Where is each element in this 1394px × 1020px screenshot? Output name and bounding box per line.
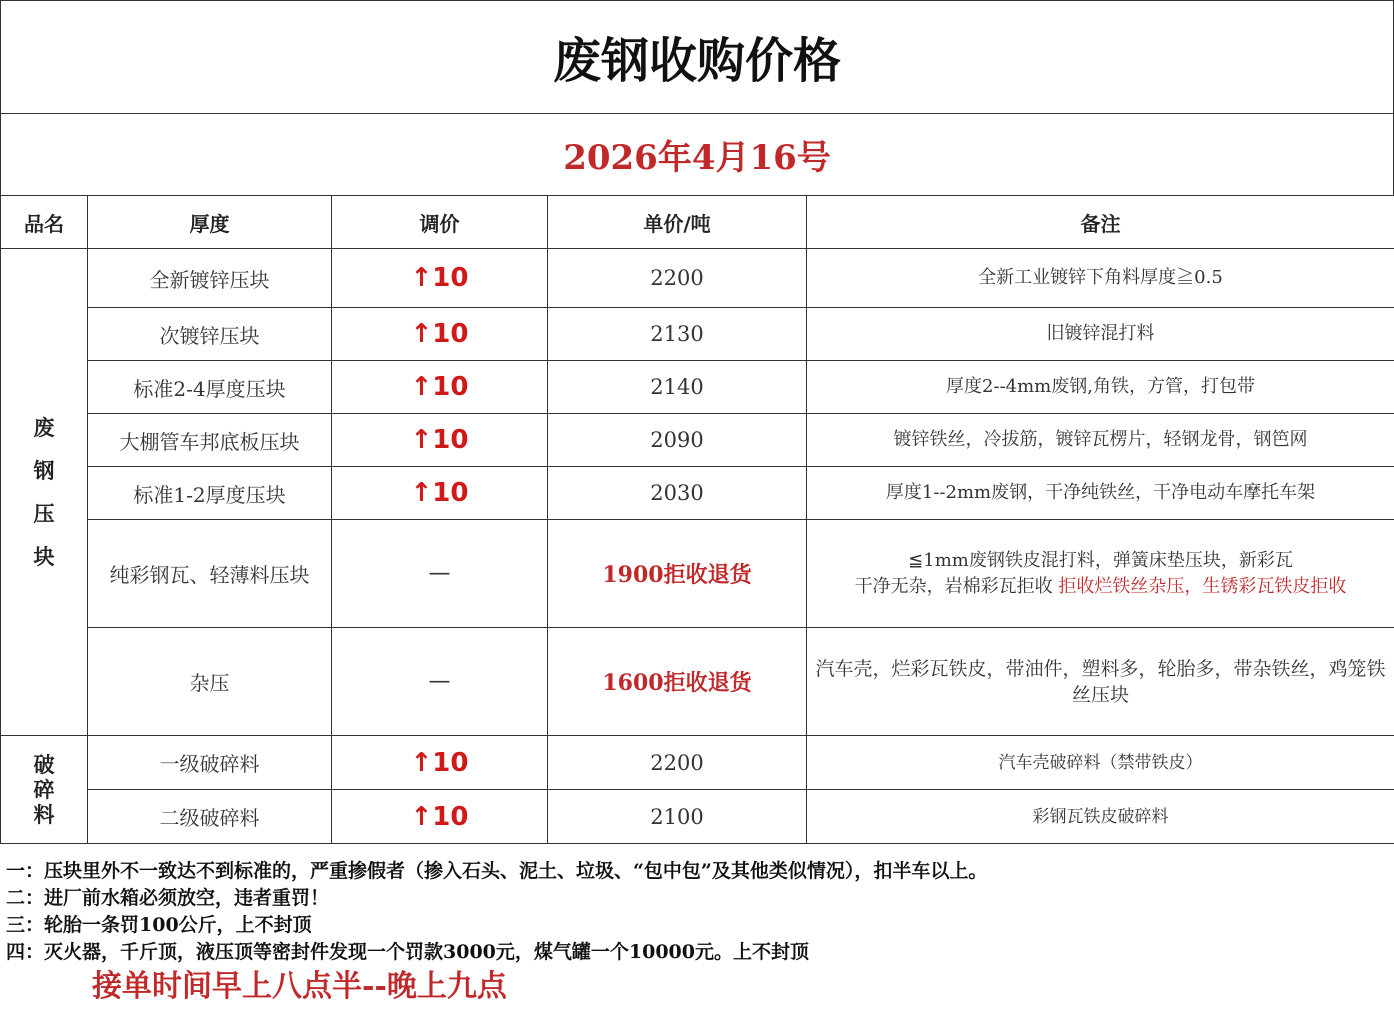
- remark: 全新工业镀锌下角料厚度≧0.5: [807, 249, 1394, 308]
- header-product: 品名: [1, 196, 88, 249]
- price-adjustment: —: [332, 520, 548, 628]
- product-name: 全新镀锌压块: [88, 249, 332, 308]
- remark: 旧镀锌混打料: [807, 308, 1394, 361]
- rule-line: 四：灭火器，千斤顶，液压顶等密封件发现一个罚款3000元，煤气罐一个10000元。上不封顶: [6, 941, 809, 963]
- category-scrap-steel: 废 钢 压 块: [1, 249, 88, 736]
- reject-note: 拒收烂铁丝杂压，生锈彩瓦铁皮拒收: [1058, 575, 1347, 597]
- rule-line: 一：压块里外不一致达不到标准的，严重掺假者（掺入石头、泥土、垃圾、“包中包”及其他类似情况），扣半车以上。: [6, 860, 988, 882]
- table-row: [1, 249, 1394, 308]
- unit-price: 2200: [548, 736, 807, 790]
- unit-price: 2090: [548, 414, 807, 467]
- remark: 厚度2--4mm废钢,角铁，方管，打包带: [807, 361, 1394, 414]
- header-adjust: 调价: [332, 196, 548, 249]
- price-adjustment: ↑10: [332, 790, 548, 844]
- unit-price: 2100: [548, 790, 807, 844]
- product-name: 纯彩钢瓦、轻薄料压块: [88, 520, 332, 628]
- table-row: [1, 790, 1394, 844]
- unit-price: 2130: [548, 308, 807, 361]
- product-name: 大棚管车邦底板压块: [88, 414, 332, 467]
- rules-footer: [0, 858, 1394, 1008]
- price-adjustment: ↑10: [332, 467, 548, 520]
- table-row: [1, 414, 1394, 467]
- header-thickness: 厚度: [88, 196, 332, 249]
- remark: 汽车壳，烂彩瓦铁皮，带油件，塑料多，轮胎多，带杂铁丝，鸡笼铁丝压块: [807, 628, 1394, 736]
- header-row: [1, 196, 1394, 249]
- unit-price: 2140: [548, 361, 807, 414]
- price-adjustment: ↑10: [332, 736, 548, 790]
- rule-line: 二：进厂前水箱必须放空，违者重罚！: [6, 887, 330, 909]
- price-adjustment: ↑10: [332, 308, 548, 361]
- unit-price: 1600拒收退货: [548, 628, 807, 736]
- product-name: 一级破碎料: [88, 736, 332, 790]
- table-row: [1, 361, 1394, 414]
- product-name: 标准2-4厚度压块: [88, 361, 332, 414]
- date-label: 2026年4月16号: [563, 137, 831, 178]
- remark-line: 干净无杂，岩棉彩瓦拒收 拒收烂铁丝杂压，生锈彩瓦铁皮拒收: [854, 575, 1347, 597]
- unit-price: 1900拒收退货: [548, 520, 807, 628]
- table-row: [1, 520, 1394, 628]
- price-adjustment: ↑10: [332, 414, 548, 467]
- price-adjustment: ↑10: [332, 361, 548, 414]
- price-table: [0, 195, 1394, 844]
- product-name: 标准1-2厚度压块: [88, 467, 332, 520]
- page-title: 废钢收购价格: [552, 33, 841, 89]
- rule-line: 三：轮胎一条罚100公斤，上不封顶: [6, 914, 312, 936]
- unit-price: 2030: [548, 467, 807, 520]
- price-adjustment: ↑10: [332, 249, 548, 308]
- table-row: [1, 736, 1394, 790]
- remark: 厚度1--2mm废钢，干净纯铁丝，干净电动车摩托车架: [807, 467, 1394, 520]
- table-row: [1, 467, 1394, 520]
- category-shred: 破 碎 料: [1, 736, 88, 844]
- header-price: 单价/吨: [548, 196, 807, 249]
- product-name: 二级破碎料: [88, 790, 332, 844]
- remark: 彩钢瓦铁皮破碎料: [807, 790, 1394, 844]
- product-name: 次镀锌压块: [88, 308, 332, 361]
- remark: 镀锌铁丝，冷拔筋，镀锌瓦楞片，轻钢龙骨，钢笆网: [807, 414, 1394, 467]
- remark: 汽车壳破碎料（禁带铁皮）: [807, 736, 1394, 790]
- price-adjustment: —: [332, 628, 548, 736]
- header-note: 备注: [807, 196, 1394, 249]
- order-hours: 接单时间早上八点半--晚上九点: [92, 969, 507, 1004]
- table-row: [1, 628, 1394, 736]
- table-row: [1, 308, 1394, 361]
- product-name: 杂压: [88, 628, 332, 736]
- remark-line: ≦1mm废钢铁皮混打料，弹簧床垫压块，新彩瓦: [908, 549, 1293, 571]
- unit-price: 2200: [548, 249, 807, 308]
- remark: [807, 520, 1394, 628]
